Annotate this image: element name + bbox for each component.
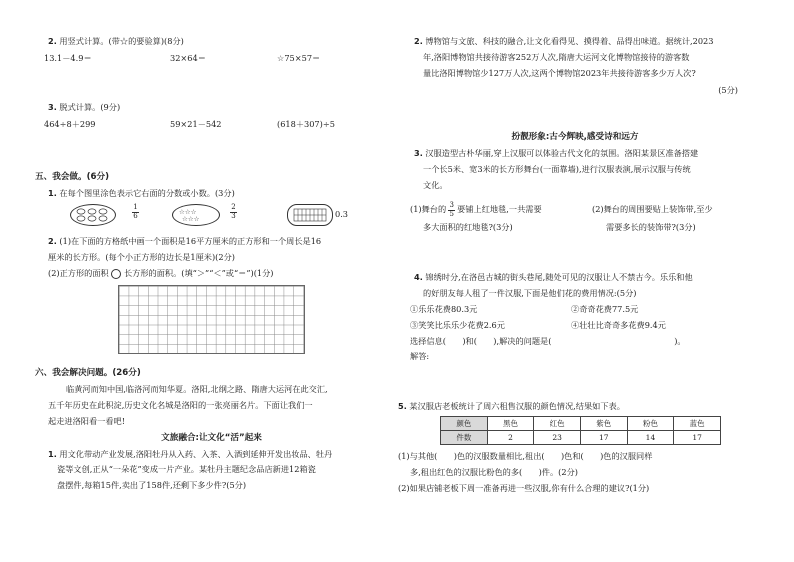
calc-item: 59×21－542 bbox=[170, 119, 222, 129]
question-text: 在每个图里涂色表示它右面的分数或小数。(3分) bbox=[59, 188, 235, 198]
question-number: 2. bbox=[414, 36, 423, 46]
oval-shape-2[interactable] bbox=[172, 204, 220, 226]
question-text: 需要多长的装饰带?(3分) bbox=[606, 222, 696, 232]
fraction-3-5: $\frac{3}{5}$ bbox=[449, 201, 454, 218]
question-text: 的好朋友每人租了一件汉服,下面是他们花的费用情况:(5分) bbox=[423, 288, 637, 298]
subheading: 扮靓形象:古今辉映,感受诗和远方 bbox=[511, 132, 639, 142]
table-cell: 2 bbox=[487, 431, 534, 445]
table-cell: 粉色 bbox=[627, 417, 674, 431]
fraction-2-3: $\frac{2}{3}$ bbox=[231, 203, 236, 220]
calc-item: ☆75×57＝ bbox=[277, 53, 321, 63]
table-header: 颜色 bbox=[441, 417, 488, 431]
option-2: ②奇奇花费77.5元 bbox=[571, 304, 639, 314]
color-count-table bbox=[440, 416, 721, 445]
calc-item: 13.1－4.9＝ bbox=[44, 53, 92, 63]
s6-question-1 bbox=[48, 449, 332, 460]
question-number: 1. bbox=[48, 449, 57, 459]
table-cell: 紫色 bbox=[580, 417, 627, 431]
calc-item: 464÷8＋299 bbox=[44, 119, 96, 129]
question-number: 2. bbox=[48, 36, 57, 46]
table-cell: 17 bbox=[674, 431, 721, 445]
question-text: 厘米的长方形。(每个小正方形的边长是1厘米)(2分) bbox=[48, 252, 235, 262]
sub-question-2: (2)舞台的周围要贴上装饰带,至少 bbox=[592, 204, 713, 214]
question-number: 2. bbox=[48, 236, 57, 246]
svg-text:☆☆☆: ☆☆☆ bbox=[179, 208, 197, 216]
question-text: 年,洛阳博物馆共接待游客252万人次,隋唐大运河文化博物馆接待的游客数 bbox=[423, 52, 690, 62]
compare-circle[interactable] bbox=[111, 269, 121, 279]
oval-shape-3[interactable] bbox=[287, 204, 333, 226]
question-3-calc bbox=[48, 102, 120, 113]
left-column bbox=[35, 0, 379, 562]
s5-question-1 bbox=[48, 188, 235, 199]
question-text: 瓷等文创,正从“一朵花”变成一片产业。某牡丹主题纪念品店新进12箱瓷 bbox=[57, 464, 316, 474]
table-cell: 红色 bbox=[534, 417, 581, 431]
intro-paragraph: 五千年历史在此积淀,历史文化名城是洛阳的一张亮丽名片。下面让我们一 bbox=[48, 400, 313, 410]
question-text: 文化。 bbox=[423, 180, 448, 190]
question-number: 5. bbox=[398, 401, 407, 411]
question-text: 博物馆与文旅、科技的融合,让文化看得见、摸得着、品得出味道。据统计,2023 bbox=[425, 36, 714, 46]
question-text: 用竖式计算。(带☆的要验算)(8分) bbox=[59, 36, 184, 46]
question-text: 量比洛阳博物馆少127万人次,这两个博物馆2023年共接待游客多少万人次? bbox=[423, 68, 696, 78]
r-question-5 bbox=[398, 401, 625, 412]
question-text: 锦绣时分,在洛邑古城的街头巷尾,随处可见的汉服让人不禁古今。乐乐和他 bbox=[425, 272, 693, 282]
oval-shape-1[interactable] bbox=[70, 204, 116, 226]
points-label: (5分) bbox=[718, 85, 738, 95]
intro-paragraph: 起走进洛阳看一看吧! bbox=[48, 416, 125, 426]
section-6-title: 六、我会解决问题。(26分) bbox=[35, 368, 141, 378]
table-row bbox=[441, 431, 721, 445]
option-4: ④壮壮比奇奇多花费9.4元 bbox=[571, 320, 666, 330]
r-question-4 bbox=[414, 272, 693, 283]
stars-icon bbox=[173, 205, 219, 225]
question-text[interactable]: (1)与其他( )色的汉服数量相比,租出( )色和( )色的汉服同样 bbox=[398, 451, 653, 461]
question-text: 脱式计算。(9分) bbox=[59, 102, 121, 112]
table-row bbox=[441, 417, 721, 431]
answer-label: 解答: bbox=[410, 351, 430, 361]
r-question-3 bbox=[414, 148, 698, 159]
question-text: 一个长5米、宽3米的长方形舞台(一面靠墙),进行汉服表演,展示汉服与传统 bbox=[423, 164, 691, 174]
table-cell: 黑色 bbox=[487, 417, 534, 431]
fraction-1-6: $\frac{1}{6}$ bbox=[133, 203, 138, 220]
question-text[interactable]: 多,租出红色的汉服比粉色的多( )件。(2分) bbox=[410, 467, 578, 477]
section-5-title: 五、我会做。(6分) bbox=[35, 172, 109, 182]
svg-text:☆☆☆: ☆☆☆ bbox=[182, 215, 200, 223]
circle-dots-icon bbox=[71, 205, 115, 225]
sub-question-1 bbox=[410, 202, 542, 218]
question-text: 长方形的面积。(填“＞”“＜”或“＝”)(1分) bbox=[123, 268, 274, 278]
question-number: 4. bbox=[414, 272, 423, 282]
decimal-value: 0.3 bbox=[335, 209, 349, 219]
question-text: 盘摆件,每箱15件,卖出了158件,还剩下多少件?(5分) bbox=[57, 480, 247, 490]
question-2-calc bbox=[48, 36, 184, 47]
question-number: 3. bbox=[414, 148, 423, 158]
calc-item: (618＋307)÷5 bbox=[277, 119, 335, 129]
table-cell: 14 bbox=[627, 431, 674, 445]
subheading: 文旅融合:让文化“活”起来 bbox=[161, 433, 262, 443]
question-text: (1)舞台的 bbox=[410, 204, 447, 214]
question-text: 用文化带动产业发展,洛阳牡丹从入药、入茶、入酒到延伸开发出妆品、牡丹 bbox=[59, 449, 333, 459]
question-text: (2)正方形的面积 bbox=[48, 268, 109, 278]
option-1: ①乐乐花费80.3元 bbox=[410, 304, 478, 314]
question-text: 要铺上红地毯,一共需要 bbox=[457, 204, 542, 214]
question-text: (2)如果店铺老板下周一准备再进一些汉服,你有什么合理的建议?(1分) bbox=[398, 483, 650, 493]
option-3: ③笑笑比乐乐少花费2.6元 bbox=[410, 320, 505, 330]
question-number: 3. bbox=[48, 102, 57, 112]
table-cell: 蓝色 bbox=[674, 417, 721, 431]
table-cell: 23 bbox=[534, 431, 581, 445]
s5-question-2 bbox=[48, 236, 321, 247]
question-text: 某汉服店老板统计了周六租售汉服的颜色情况,结果如下表。 bbox=[409, 401, 625, 411]
table-cell: 17 bbox=[580, 431, 627, 445]
question-text: (1)在下面的方格纸中画一个面积是16平方厘米的正方形和一个周长是16 bbox=[59, 236, 322, 246]
select-info-line[interactable]: 选择信息( )和( ),解决的问题是( )。 bbox=[410, 336, 686, 346]
compare-line bbox=[48, 268, 274, 279]
intro-paragraph: 临黄河而知中国,临洛河而知华夏。洛阳,北纲之路、隋唐大运河在此交汇, bbox=[66, 384, 328, 394]
r-question-2 bbox=[414, 36, 713, 47]
question-text: 多大面积的红地毯?(3分) bbox=[423, 222, 513, 232]
question-text: 汉服造型古朴华丽,穿上汉服可以体验古代文化的氛围。洛阳某景区准备搭建 bbox=[425, 148, 699, 158]
square-grid-paper[interactable] bbox=[118, 285, 305, 354]
question-number: 1. bbox=[48, 188, 57, 198]
grid-cells-icon bbox=[288, 205, 332, 225]
table-header: 件数 bbox=[441, 431, 488, 445]
calc-item: 32×64＝ bbox=[170, 53, 206, 63]
right-column bbox=[398, 0, 740, 562]
